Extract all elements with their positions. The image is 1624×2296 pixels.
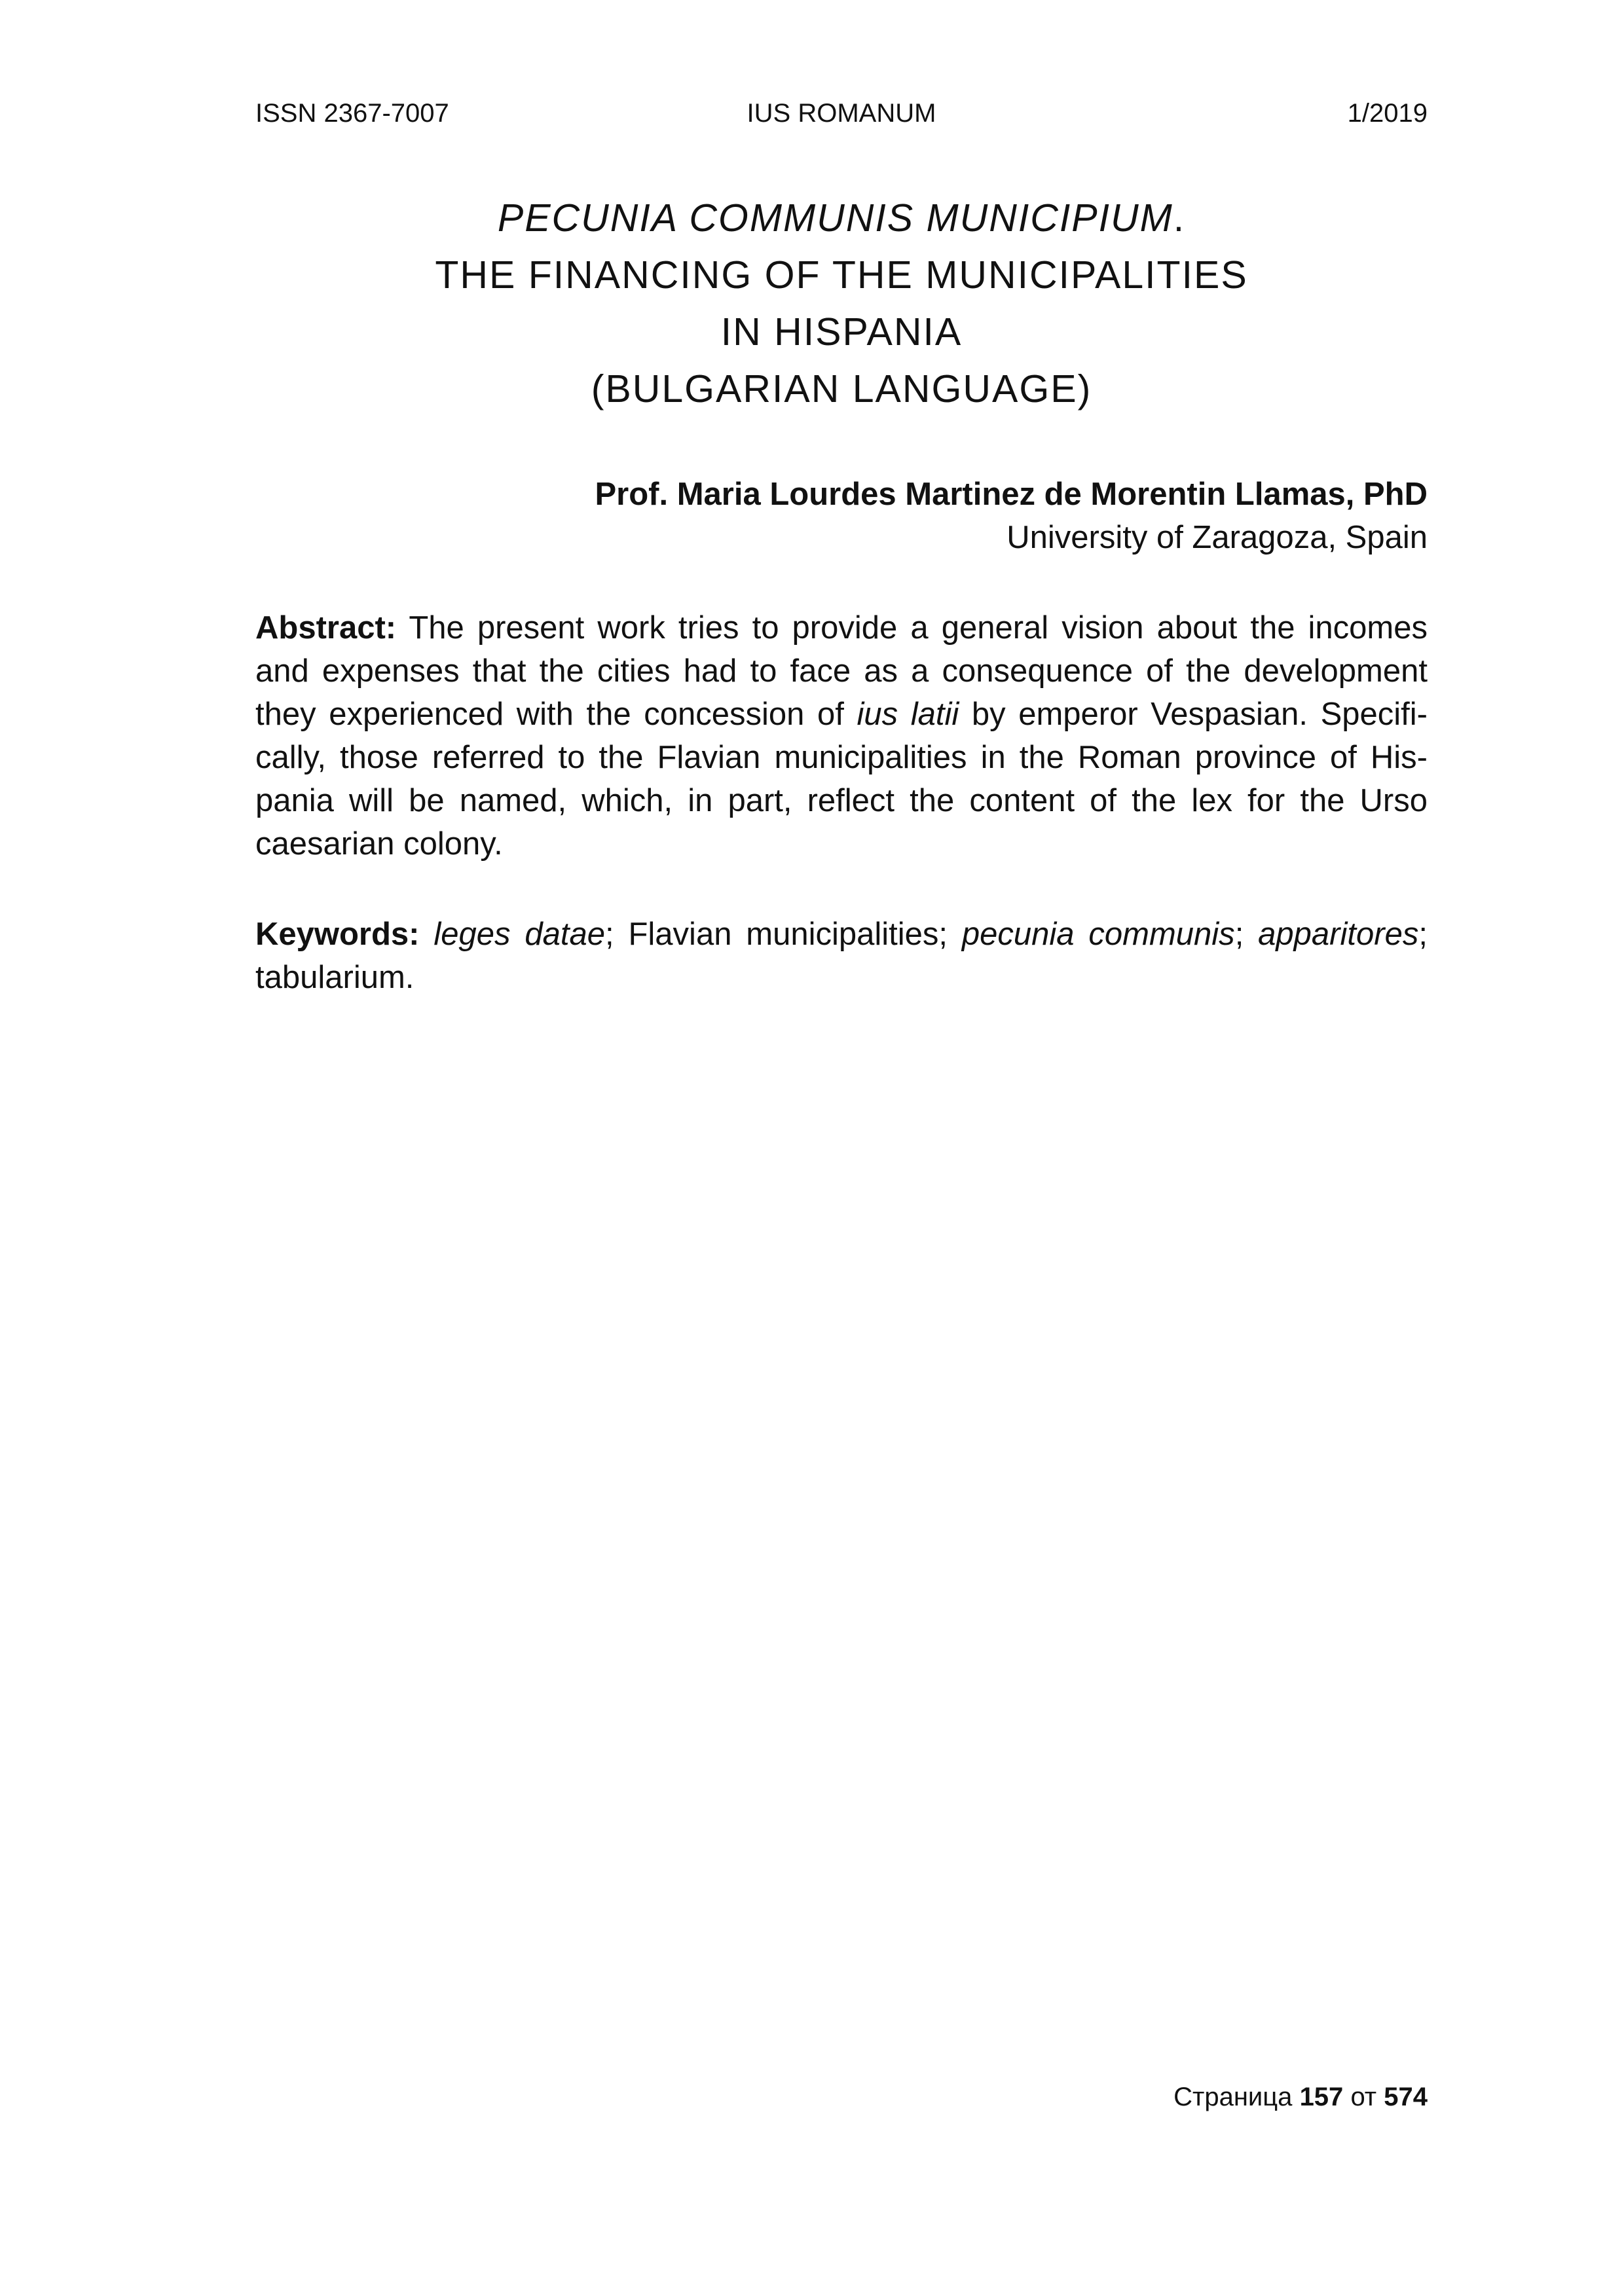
author-block (255, 473, 1428, 559)
keyword: pecunia communis (961, 917, 1235, 952)
title-line-3: IN HISPANIA (720, 310, 963, 354)
author-affiliation: University of Zaragoza, Spain (1006, 520, 1428, 555)
journal-name: IUS ROMANUM (747, 99, 936, 128)
keywords-label: Keywords: (255, 917, 420, 952)
keyword: apparitores (1258, 917, 1419, 952)
abstract-text: The present work tries to provide a general vision about the incomes (409, 610, 1428, 646)
keyword: Flavian municipalities; (628, 917, 948, 952)
keyword-separator: ; (1234, 917, 1244, 952)
keyword-separator: ; (1418, 917, 1428, 952)
keyword: tabularium. (255, 960, 415, 995)
abstract-line: pania will be named, which, in part, reflect the content of the lex for the Urso (255, 783, 1428, 818)
keyword-separator: ; (605, 917, 614, 952)
abstract-line (255, 693, 1428, 736)
abstract-line: and expenses that the cities had to face as a consequence of the development (255, 653, 1428, 689)
keywords-line (255, 913, 1428, 956)
keyword: leges datae (434, 917, 605, 952)
page-footer (1173, 2081, 1428, 2113)
author-name: Prof. Maria Lourdes Martinez de Morentin Llamas, PhD (595, 477, 1428, 512)
footer-prefix: Страница (1173, 2083, 1293, 2111)
page-total: 574 (1384, 2083, 1428, 2111)
keywords-line (255, 956, 1428, 999)
abstract-line (255, 606, 1428, 649)
abstract (255, 606, 1428, 866)
issn: ISSN 2367-7007 (255, 99, 449, 128)
title-line-1 (255, 190, 1428, 247)
title-line-2: THE FINANCING OF THE MUNICIPALITIES (435, 253, 1248, 297)
abstract-line: cally, those referred to the Flavian municipalities in the Roman province of His- (255, 740, 1428, 775)
issue-number: 1/2019 (1347, 99, 1428, 128)
abstract-text: by emperor Vespasian. Specifi- (971, 697, 1428, 732)
footer-of: от (1350, 2083, 1377, 2111)
article-title (255, 190, 1428, 418)
abstract-line: caesarian colony. (255, 826, 503, 862)
title-line-4: (BULGARIAN LANGUAGE) (591, 367, 1092, 410)
title-latin: PECUNIA COMMUNIS MUNICIPIUM (497, 196, 1173, 240)
page-number: 157 (1299, 2083, 1344, 2111)
title-period: . (1173, 196, 1186, 240)
abstract-italic-term: ius latii (857, 697, 959, 732)
keywords (255, 913, 1428, 999)
abstract-label: Abstract: (255, 610, 397, 646)
abstract-text: they experienced with the concession of (255, 697, 844, 732)
page-header (255, 97, 1428, 130)
